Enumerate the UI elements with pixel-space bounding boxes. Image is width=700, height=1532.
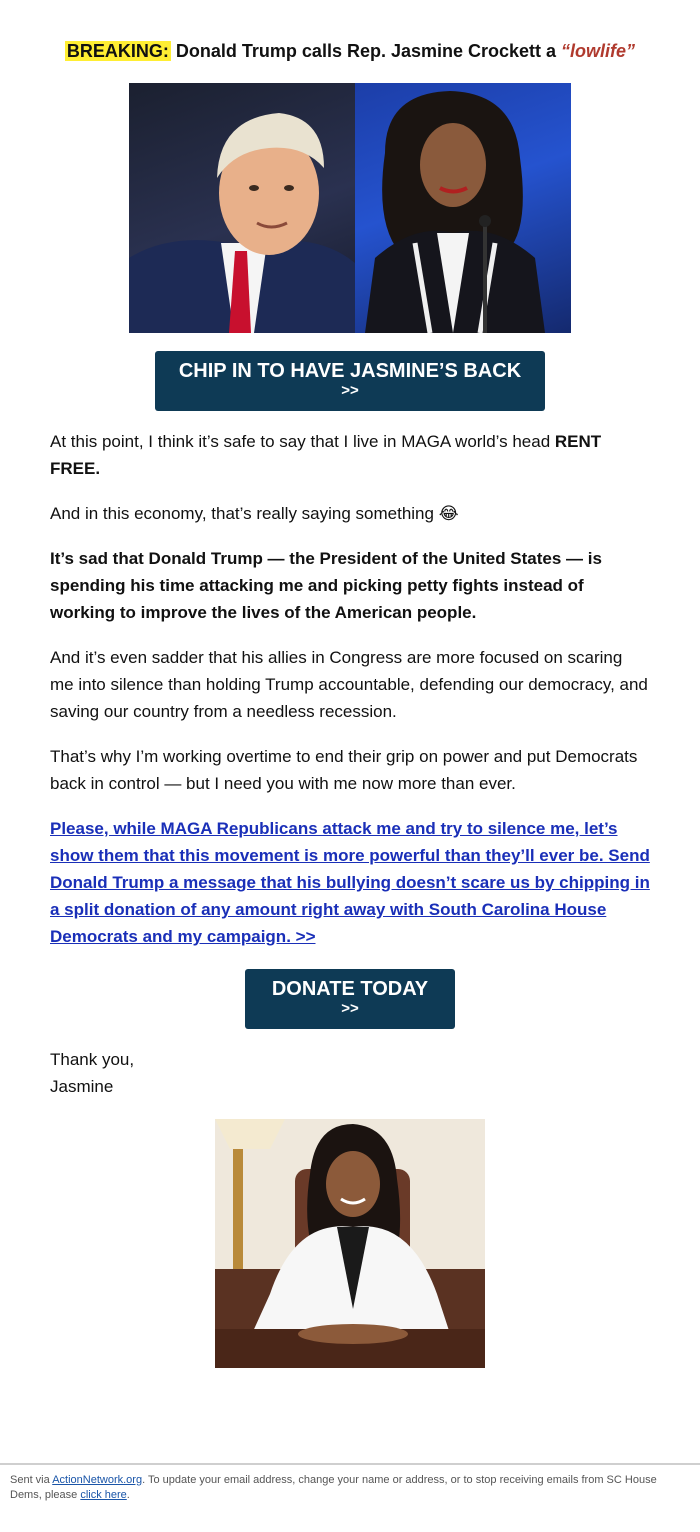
actionnetwork-link[interactable]: ActionNetwork.org xyxy=(52,1474,143,1486)
headline-quote: “lowlife” xyxy=(561,41,636,61)
donate-today-button-label: DONATE TODAY xyxy=(271,978,429,1000)
portrait-image xyxy=(215,1119,485,1368)
click-here-link[interactable]: click here xyxy=(80,1489,127,1501)
portrait-figure-icon xyxy=(215,1119,485,1368)
paragraph-allies: And it’s even sadder that his allies in Congress are more focused on scaring me into silence than holding Trump accountable, defending our democracy, and saving our country from a needless recession. xyxy=(50,648,648,721)
footer-prefix: Sent via xyxy=(10,1474,53,1486)
signoff-thank-you: Thank you, xyxy=(50,1050,135,1069)
donate-today-button-arrows: >> xyxy=(341,1000,359,1017)
breaking-label: BREAKING: xyxy=(66,41,169,61)
footer-divider xyxy=(0,1463,700,1465)
trump-figure-icon xyxy=(129,83,355,333)
laughing-emoji-icon: 😂 xyxy=(438,504,459,523)
paragraph-economy xyxy=(50,500,650,527)
chip-in-button-arrows: >> xyxy=(341,382,359,399)
paragraph-rent-free-text: At this point, I think it’s safe to say that I live in MAGA world’s head xyxy=(50,432,555,451)
hero-left-panel xyxy=(129,83,355,333)
chip-in-button-label: CHIP IN TO HAVE JASMINE’S BACK xyxy=(178,360,522,382)
paragraph-economy-text: And in this economy, that’s really saying something xyxy=(50,504,439,523)
rent-free-bold: RENT FREE. xyxy=(50,432,602,478)
paragraph-rent-free xyxy=(50,428,650,482)
crockett-figure-icon xyxy=(355,83,571,333)
paragraph-overtime: That’s why I’m working overtime to end their grip on power and put Democrats back in control — but I need you with me now more than ever. xyxy=(50,747,638,793)
hero-image xyxy=(129,83,571,333)
footer xyxy=(10,1473,680,1503)
donate-today-button[interactable] xyxy=(245,969,455,1029)
paragraph-donate-link xyxy=(50,815,650,950)
headline xyxy=(0,40,700,62)
footer-suffix: . xyxy=(126,1489,130,1501)
signoff-name: Jasmine xyxy=(50,1077,114,1096)
donate-link[interactable]: Please, while MAGA Republicans attack me and try to silence me, let’s show them that this movement is more powerful than they’ll ever be. Send Donald Trump a message that his bullying doesn’t scare us by chipping in a split donation of any amount right away with South Carolina House Democrats and my campaign. >> xyxy=(50,819,650,946)
chip-in-button[interactable] xyxy=(155,351,545,411)
signoff xyxy=(50,1046,134,1100)
hero-right-panel xyxy=(355,83,571,333)
paragraph-sad: It’s sad that Donald Trump — the President of the United States — is spending his time attacking me and picking petty fights instead of working to improve the lives of the American people. xyxy=(50,549,602,622)
headline-text: Donald Trump calls Rep. Jasmine Crockett a xyxy=(170,41,562,61)
footer-middle: . To update your email address, change your name or address, or to stop receiving emails from SC House Dems, please xyxy=(10,1474,657,1501)
